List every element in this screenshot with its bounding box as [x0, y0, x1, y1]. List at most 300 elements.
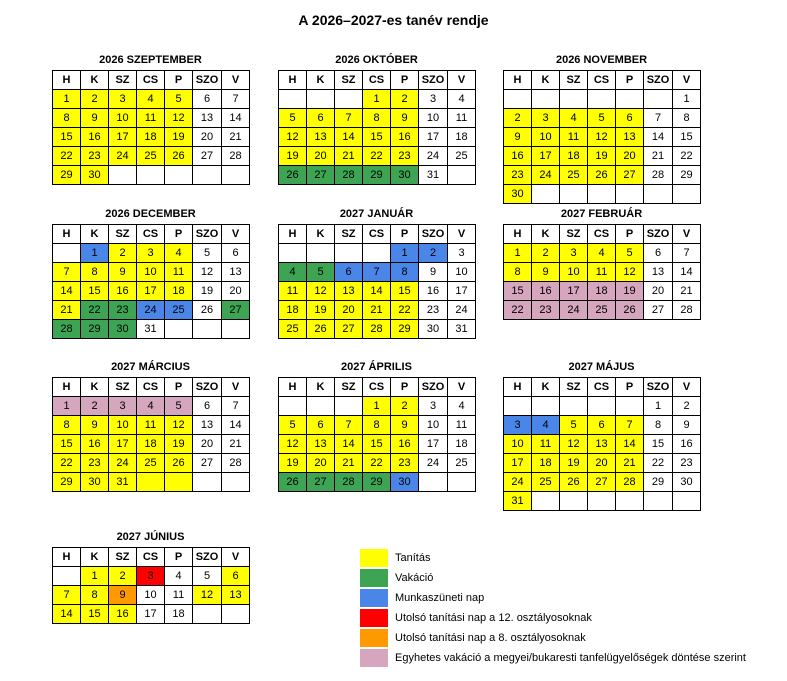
month-calendar	[503, 361, 700, 511]
day-cell: 28	[53, 320, 81, 339]
day-cell: 9	[109, 586, 137, 605]
day-cell: 1	[363, 397, 391, 416]
day-cell: 2	[81, 397, 109, 416]
day-cell: 6	[222, 567, 250, 586]
day-cell: 25	[532, 473, 560, 492]
day-cell: 24	[560, 301, 588, 320]
weekday-header: CS	[363, 378, 391, 397]
day-cell: 18	[532, 454, 560, 473]
day-cell: 16	[109, 282, 137, 301]
weekday-header: SZ	[335, 378, 363, 397]
legend-label: Utolsó tanítási nap a 8. osztályosoknak	[395, 632, 586, 644]
day-cell: 12	[279, 435, 307, 454]
empty-cell	[532, 492, 560, 511]
day-cell: 13	[193, 416, 222, 435]
day-cell: 15	[504, 282, 532, 301]
day-cell: 12	[279, 128, 307, 147]
day-cell: 10	[448, 263, 476, 282]
day-cell: 11	[448, 109, 476, 128]
day-cell: 19	[588, 147, 616, 166]
legend-item	[360, 568, 746, 588]
weekday-header: CS	[588, 225, 616, 244]
empty-cell	[193, 166, 222, 185]
weekday-header: SZ	[109, 225, 137, 244]
day-cell: 26	[307, 320, 335, 339]
day-cell: 3	[504, 416, 532, 435]
day-cell: 22	[673, 147, 701, 166]
empty-cell	[279, 397, 307, 416]
day-cell: 8	[363, 416, 391, 435]
day-cell: 17	[560, 282, 588, 301]
weekday-header: P	[165, 71, 193, 90]
day-cell: 1	[81, 567, 109, 586]
weekday-header: H	[53, 71, 81, 90]
day-cell: 6	[193, 90, 222, 109]
day-cell: 4	[588, 244, 616, 263]
legend	[360, 548, 746, 668]
weekday-header: CS	[137, 548, 165, 567]
day-cell: 16	[504, 147, 532, 166]
day-cell: 4	[137, 397, 165, 416]
day-cell: 13	[222, 586, 250, 605]
day-cell: 25	[560, 166, 588, 185]
day-cell: 7	[335, 416, 363, 435]
empty-cell	[165, 166, 193, 185]
day-cell: 14	[53, 282, 81, 301]
empty-cell	[193, 473, 222, 492]
day-cell: 20	[193, 128, 222, 147]
day-cell: 26	[279, 166, 307, 185]
month-title: 2027 MÁJUS	[568, 361, 635, 373]
day-cell: 2	[419, 244, 448, 263]
day-cell: 23	[532, 301, 560, 320]
weekday-header: K	[532, 378, 560, 397]
day-cell: 9	[391, 109, 419, 128]
day-cell: 14	[222, 109, 250, 128]
day-cell: 15	[644, 435, 673, 454]
day-cell: 2	[81, 90, 109, 109]
day-cell: 23	[81, 454, 109, 473]
weekday-header: P	[391, 71, 419, 90]
day-cell: 30	[504, 185, 532, 204]
day-cell: 13	[307, 435, 335, 454]
empty-cell	[532, 90, 560, 109]
day-cell: 27	[335, 320, 363, 339]
weekday-header: CS	[137, 71, 165, 90]
day-cell: 18	[137, 435, 165, 454]
day-cell: 9	[81, 416, 109, 435]
day-cell: 19	[560, 454, 588, 473]
day-cell: 23	[673, 454, 701, 473]
day-cell: 29	[391, 320, 419, 339]
weekday-header: SZ	[560, 225, 588, 244]
day-cell: 17	[419, 435, 448, 454]
empty-cell	[644, 492, 673, 511]
day-cell: 13	[222, 263, 250, 282]
day-cell: 24	[504, 473, 532, 492]
day-cell: 21	[335, 147, 363, 166]
day-cell: 17	[419, 128, 448, 147]
legend-label: Tanítás	[395, 552, 431, 564]
day-cell: 14	[335, 128, 363, 147]
day-cell: 7	[53, 263, 81, 282]
day-cell: 27	[222, 301, 250, 320]
day-cell: 31	[504, 492, 532, 511]
day-cell: 1	[53, 397, 81, 416]
day-cell: 24	[532, 166, 560, 185]
month-title: 2027 MÁRCIUS	[111, 361, 190, 373]
day-cell: 8	[81, 263, 109, 282]
day-cell: 17	[109, 435, 137, 454]
day-cell: 15	[53, 128, 81, 147]
day-cell: 28	[335, 166, 363, 185]
empty-cell	[588, 492, 616, 511]
day-cell: 3	[532, 109, 560, 128]
day-cell: 30	[391, 166, 419, 185]
legend-swatch	[360, 549, 388, 567]
day-cell: 20	[222, 282, 250, 301]
day-cell: 29	[363, 473, 391, 492]
weekday-header: H	[53, 378, 81, 397]
day-cell: 29	[53, 166, 81, 185]
weekday-header: V	[448, 378, 476, 397]
day-cell: 28	[644, 166, 673, 185]
day-cell: 15	[673, 128, 701, 147]
day-cell: 8	[53, 416, 81, 435]
day-cell: 11	[448, 416, 476, 435]
weekday-header: H	[279, 378, 307, 397]
day-cell: 29	[363, 166, 391, 185]
day-cell: 11	[137, 109, 165, 128]
day-cell: 1	[53, 90, 81, 109]
page-title: A 2026–2027-es tanév rendje	[298, 12, 489, 28]
day-cell: 23	[391, 147, 419, 166]
day-cell: 16	[673, 435, 701, 454]
day-cell: 6	[644, 244, 673, 263]
day-cell: 5	[193, 567, 222, 586]
day-cell: 22	[504, 301, 532, 320]
day-cell: 20	[644, 282, 673, 301]
day-cell: 1	[673, 90, 701, 109]
day-cell: 10	[504, 435, 532, 454]
day-cell: 23	[419, 301, 448, 320]
day-cell: 13	[588, 435, 616, 454]
day-cell: 25	[448, 454, 476, 473]
day-cell: 13	[644, 263, 673, 282]
day-cell: 15	[81, 605, 109, 624]
day-cell: 16	[419, 282, 448, 301]
day-cell: 17	[109, 128, 137, 147]
weekday-header: P	[391, 378, 419, 397]
weekday-header: SZO	[193, 225, 222, 244]
day-cell: 1	[363, 90, 391, 109]
day-cell: 28	[363, 320, 391, 339]
day-cell: 7	[673, 244, 701, 263]
day-cell: 8	[81, 586, 109, 605]
weekday-header: SZ	[109, 548, 137, 567]
day-cell: 13	[616, 128, 644, 147]
day-cell: 18	[560, 147, 588, 166]
legend-label: Egyhetes vakáció a megyei/bukaresti tanfelügyelőségek döntése szerint	[395, 652, 746, 664]
legend-item	[360, 608, 746, 628]
legend-item	[360, 588, 746, 608]
day-cell: 17	[448, 282, 476, 301]
weekday-header: SZO	[644, 71, 673, 90]
day-cell: 1	[81, 244, 109, 263]
day-cell: 2	[109, 244, 137, 263]
weekday-header: K	[532, 225, 560, 244]
day-cell: 21	[222, 128, 250, 147]
day-cell: 18	[137, 128, 165, 147]
day-cell: 6	[616, 109, 644, 128]
day-cell: 28	[222, 147, 250, 166]
day-cell: 27	[644, 301, 673, 320]
day-cell: 15	[53, 435, 81, 454]
weekday-header: H	[504, 225, 532, 244]
weekday-header: CS	[137, 225, 165, 244]
day-cell: 24	[419, 454, 448, 473]
empty-cell	[193, 605, 222, 624]
day-cell: 23	[391, 454, 419, 473]
empty-cell	[222, 166, 250, 185]
month-title: 2027 FEBRUÁR	[560, 208, 643, 220]
weekday-header: CS	[137, 378, 165, 397]
month-calendar	[503, 208, 700, 320]
day-cell: 15	[363, 435, 391, 454]
day-cell: 22	[363, 147, 391, 166]
legend-item	[360, 628, 746, 648]
day-cell: 30	[419, 320, 448, 339]
day-cell: 22	[53, 147, 81, 166]
day-cell: 23	[504, 166, 532, 185]
weekday-header: V	[222, 378, 250, 397]
day-cell: 3	[137, 244, 165, 263]
day-cell: 6	[588, 416, 616, 435]
day-cell: 4	[165, 244, 193, 263]
empty-cell	[137, 473, 165, 492]
day-cell: 4	[448, 397, 476, 416]
weekday-header: SZO	[193, 71, 222, 90]
weekday-header: SZO	[193, 378, 222, 397]
day-cell: 3	[137, 567, 165, 586]
day-cell: 4	[560, 109, 588, 128]
day-cell: 25	[448, 147, 476, 166]
day-cell: 8	[644, 416, 673, 435]
empty-cell	[222, 320, 250, 339]
weekday-header: CS	[588, 71, 616, 90]
empty-cell	[560, 397, 588, 416]
day-cell: 17	[137, 282, 165, 301]
day-cell: 12	[588, 128, 616, 147]
day-cell: 28	[616, 473, 644, 492]
day-cell: 3	[419, 90, 448, 109]
empty-cell	[137, 166, 165, 185]
day-cell: 8	[391, 263, 419, 282]
day-cell: 4	[448, 90, 476, 109]
weekday-header: P	[165, 378, 193, 397]
weekday-header: SZO	[419, 378, 448, 397]
empty-cell	[504, 90, 532, 109]
day-cell: 21	[673, 282, 701, 301]
day-cell: 15	[81, 282, 109, 301]
weekday-header: V	[673, 71, 701, 90]
day-cell: 11	[279, 282, 307, 301]
day-cell: 2	[109, 567, 137, 586]
day-cell: 22	[391, 301, 419, 320]
day-cell: 7	[644, 109, 673, 128]
day-cell: 26	[165, 454, 193, 473]
month-title: 2027 JÚNIUS	[116, 531, 185, 543]
weekday-header: V	[222, 548, 250, 567]
empty-cell	[363, 244, 391, 263]
day-cell: 22	[53, 454, 81, 473]
day-cell: 7	[222, 397, 250, 416]
day-cell: 12	[193, 586, 222, 605]
day-cell: 14	[335, 435, 363, 454]
weekday-header: P	[165, 225, 193, 244]
weekday-header: P	[616, 71, 644, 90]
weekday-header: V	[222, 71, 250, 90]
day-cell: 24	[109, 147, 137, 166]
legend-swatch	[360, 649, 388, 667]
day-cell: 9	[81, 109, 109, 128]
weekday-header: V	[222, 225, 250, 244]
empty-cell	[419, 473, 448, 492]
day-cell: 19	[279, 454, 307, 473]
day-cell: 20	[616, 147, 644, 166]
day-cell: 24	[109, 454, 137, 473]
day-cell: 30	[81, 166, 109, 185]
day-cell: 14	[644, 128, 673, 147]
day-cell: 26	[588, 166, 616, 185]
day-cell: 21	[644, 147, 673, 166]
legend-item	[360, 648, 746, 668]
day-cell: 2	[391, 90, 419, 109]
month-title: 2026 DECEMBER	[105, 208, 196, 220]
day-cell: 5	[165, 90, 193, 109]
weekday-header: K	[81, 378, 109, 397]
weekday-header: H	[279, 225, 307, 244]
day-cell: 9	[391, 416, 419, 435]
day-cell: 13	[307, 128, 335, 147]
day-cell: 25	[588, 301, 616, 320]
day-cell: 5	[560, 416, 588, 435]
weekday-header: V	[673, 378, 701, 397]
day-cell: 6	[335, 263, 363, 282]
legend-label: Vakáció	[395, 572, 434, 584]
day-cell: 5	[193, 244, 222, 263]
day-cell: 26	[165, 147, 193, 166]
empty-cell	[193, 320, 222, 339]
empty-cell	[644, 185, 673, 204]
empty-cell	[335, 397, 363, 416]
month-calendar	[278, 54, 475, 185]
day-cell: 2	[504, 109, 532, 128]
weekday-header: V	[448, 225, 476, 244]
empty-cell	[53, 244, 81, 263]
day-cell: 9	[109, 263, 137, 282]
day-cell: 10	[109, 416, 137, 435]
day-cell: 19	[193, 282, 222, 301]
day-cell: 12	[616, 263, 644, 282]
weekday-header: SZ	[109, 378, 137, 397]
empty-cell	[588, 397, 616, 416]
day-cell: 7	[222, 90, 250, 109]
weekday-header: K	[81, 548, 109, 567]
day-cell: 3	[419, 397, 448, 416]
day-cell: 10	[532, 128, 560, 147]
day-cell: 1	[504, 244, 532, 263]
day-cell: 20	[335, 301, 363, 320]
day-cell: 29	[81, 320, 109, 339]
empty-cell	[335, 90, 363, 109]
day-cell: 22	[363, 454, 391, 473]
day-cell: 11	[165, 586, 193, 605]
weekday-header: P	[616, 378, 644, 397]
weekday-header: K	[81, 71, 109, 90]
empty-cell	[222, 605, 250, 624]
day-cell: 28	[222, 454, 250, 473]
day-cell: 6	[307, 416, 335, 435]
day-cell: 30	[673, 473, 701, 492]
empty-cell	[532, 397, 560, 416]
day-cell: 21	[335, 454, 363, 473]
legend-swatch	[360, 589, 388, 607]
weekday-header: SZ	[335, 71, 363, 90]
month-calendar	[52, 208, 249, 339]
day-cell: 30	[391, 473, 419, 492]
weekday-header: CS	[363, 225, 391, 244]
empty-cell	[279, 90, 307, 109]
month-title: 2026 NOVEMBER	[555, 54, 648, 66]
empty-cell	[448, 166, 476, 185]
empty-cell	[532, 185, 560, 204]
weekday-header: K	[307, 378, 335, 397]
day-cell: 17	[532, 147, 560, 166]
day-cell: 13	[335, 282, 363, 301]
day-cell: 10	[419, 416, 448, 435]
day-cell: 2	[532, 244, 560, 263]
day-cell: 14	[673, 263, 701, 282]
day-cell: 12	[307, 282, 335, 301]
day-cell: 12	[193, 263, 222, 282]
empty-cell	[673, 185, 701, 204]
empty-cell	[588, 90, 616, 109]
day-cell: 6	[193, 397, 222, 416]
day-cell: 20	[307, 147, 335, 166]
weekday-header: V	[448, 71, 476, 90]
month-calendar	[52, 361, 249, 492]
day-cell: 9	[504, 128, 532, 147]
legend-label: Utolsó tanítási nap a 12. osztályosoknak	[395, 612, 592, 624]
day-cell: 11	[560, 128, 588, 147]
day-cell: 31	[137, 320, 165, 339]
day-cell: 14	[363, 282, 391, 301]
legend-swatch	[360, 609, 388, 627]
month-title: 2026 OKTÓBER	[335, 54, 418, 66]
weekday-header: K	[307, 71, 335, 90]
day-cell: 21	[53, 301, 81, 320]
day-cell: 18	[448, 128, 476, 147]
day-cell: 22	[81, 301, 109, 320]
day-cell: 7	[616, 416, 644, 435]
legend-label: Munkaszüneti nap	[395, 592, 485, 604]
day-cell: 14	[53, 605, 81, 624]
day-cell: 5	[307, 263, 335, 282]
day-cell: 12	[165, 416, 193, 435]
empty-cell	[588, 185, 616, 204]
weekday-header: CS	[588, 378, 616, 397]
